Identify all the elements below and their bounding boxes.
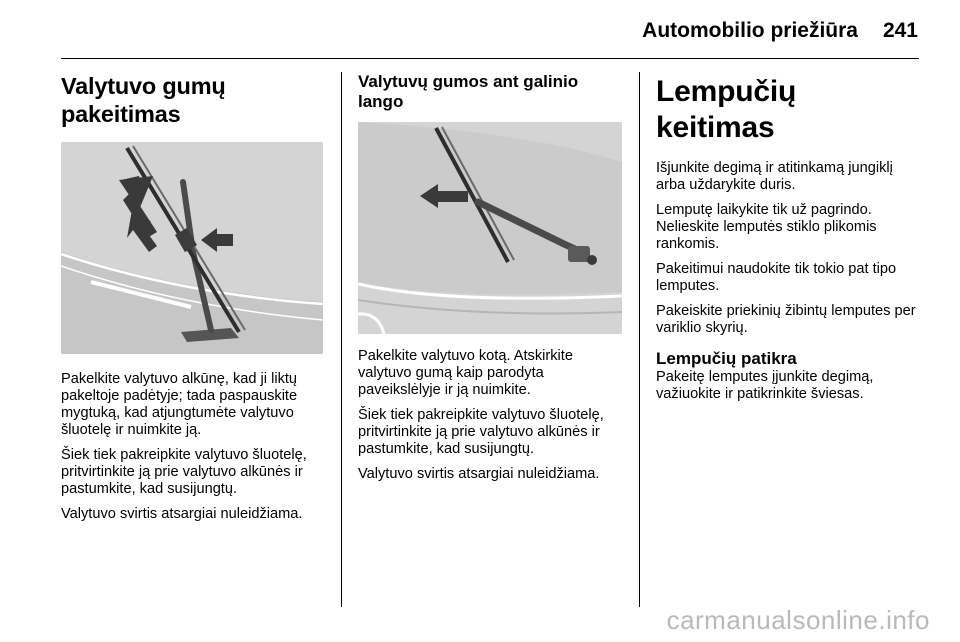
column-divider [639, 72, 640, 607]
paragraph: Valytuvo svirtis atsargiai nuleidžiama. [358, 466, 600, 482]
heading-wiper-blade: Valytuvo gumų pakeitimas [61, 73, 226, 127]
paragraph: Lemputę laikykite tik už pagrindo. Nelieskite lemputės stiklo plikomis rankomis. [656, 202, 877, 252]
paragraph: Pakelkite valytuvo alkūnę, kad ji liktų pakeltoje padėtyje; tada paspauskite mygtuką, kad atjungtumėte valytuvo šluotelę ir nuimkite ją. [61, 371, 298, 438]
windscreen-wiper-illustration [61, 142, 323, 354]
paragraph: Pakeitimui naudokite tik tokio pat tipo lemputes. [656, 261, 897, 294]
subheading-bulb-check: Lempučių patikra [656, 349, 797, 368]
paragraph: Pakelkite valytuvo kotą. Atskirkite valytuvo gumą kaip parodyta paveikslėlyje ir ją nuimkite. [358, 348, 573, 398]
paragraph: Išjunkite degimą ir atitinkamą jungiklį arba uždarykite duris. [656, 160, 893, 193]
column-rear-wiper [358, 72, 624, 491]
paragraph: Pakeitę lemputes įjunkite degimą, važiuokite ir patikrinkite šviesas. [656, 369, 874, 402]
heading-bulb-replacement: Lempučių keitimas [656, 75, 797, 144]
column-bulb-replacement [656, 72, 922, 411]
column-wiper-blade [61, 72, 327, 531]
header-rule [61, 58, 919, 59]
watermark: carmanualsonline.info [666, 605, 930, 635]
paragraph: Valytuvo svirtis atsargiai nuleidžiama. [61, 506, 303, 522]
paragraph: Pakeiskite priekinių žibintų lemputes per variklio skyrių. [656, 303, 916, 336]
paragraph: Šiek tiek pakreipkite valytuvo šluotelę, pritvirtinkite ją prie valytuvo alkūnės ir pastumkite, kad susijungtų. [61, 447, 307, 497]
page-number: 241 [882, 19, 918, 42]
page-header [0, 0, 960, 60]
paragraph: Šiek tiek pakreipkite valytuvo šluotelę, pritvirtinkite ją prie valytuvo alkūnės ir pastumkite, kad susijungtų. [358, 407, 604, 457]
section-title: Automobilio priežiūra [642, 19, 858, 42]
rear-wiper-illustration [358, 122, 622, 334]
column-divider [341, 72, 342, 607]
heading-rear-wiper: Valytuvų gumos ant galinio lango [358, 72, 579, 111]
